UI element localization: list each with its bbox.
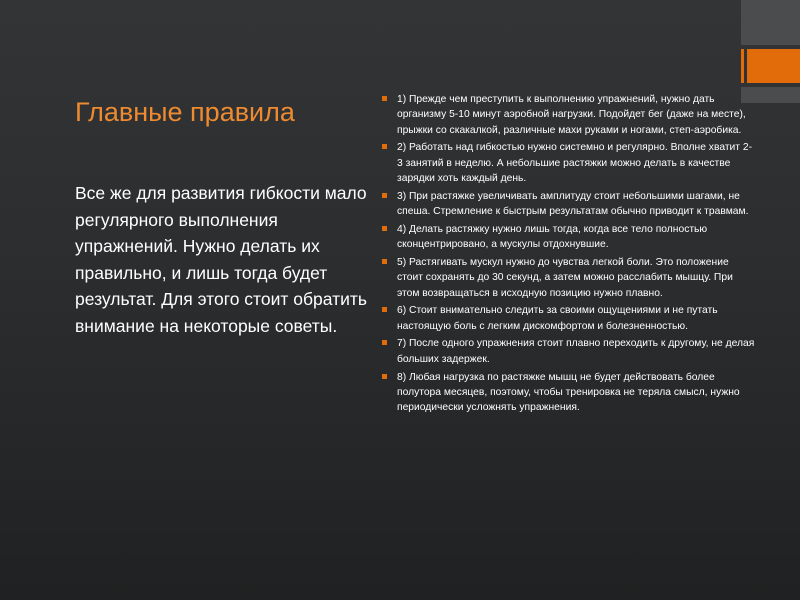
list-item bbox=[382, 370, 757, 416]
list-item-text: 5) Растягивать мускул нужно до чувства легкой боли. Это положение стоит сохранять до 30 секунд, а затем можно расслабить мышцу. При этом возвращаться в исходную позицию нужно плавно. bbox=[397, 256, 733, 299]
list-item-text: 1) Прежде чем преступить к выполнению упражнений, нужно дать организму 5-10 минут аэробной нагрузки. Подойдет бег (даже на месте), прыжки со скакалкой, различные махи руками и ногами, степ-аэробика. bbox=[397, 94, 746, 136]
list-item bbox=[382, 255, 757, 301]
corner-decoration-bar bbox=[741, 0, 800, 45]
list-item bbox=[382, 336, 757, 367]
bullet-icon bbox=[382, 307, 387, 312]
bullet-icon bbox=[382, 96, 387, 101]
bullet-icon bbox=[382, 193, 387, 198]
rules-list bbox=[382, 92, 757, 418]
bullet-icon bbox=[382, 340, 387, 345]
list-item-text: 2) Работать над гибкостью нужно системно и регулярно. Вполне хватит 2-3 занятий в неделю. А небольшие растяжки можно делать в качестве зарядки хоть каждый день. bbox=[397, 142, 753, 184]
list-item bbox=[382, 92, 757, 138]
slide-title: Главные правила bbox=[75, 97, 295, 127]
list-item bbox=[382, 140, 757, 186]
intro-text: Все же для развития гибкости мало регулярного выполнения упражнений. Нужно делать их правильно, и лишь тогда будет результат. Для этого стоит обратить внимание на некоторые советы. bbox=[75, 183, 368, 336]
bullet-icon bbox=[382, 374, 387, 379]
corner-decoration-accent bbox=[747, 49, 800, 83]
list-item-text: 7) После одного упражнения стоит плавно переходить к другому, не делая больших задержек. bbox=[397, 338, 755, 365]
list-item-text: 3) При растяжке увеличивать амплитуду стоит небольшими шагами, не спеша. Стремление к быстрым результатам обычно приводит к травмам. bbox=[397, 190, 749, 218]
bullet-icon bbox=[382, 259, 387, 264]
list-item bbox=[382, 222, 757, 253]
bullet-icon bbox=[382, 144, 387, 149]
list-item-text: 4) Делать растяжку нужно лишь тогда, когда все тело полностью сконцентрировано, а мускулы отдохнувшие. bbox=[397, 223, 708, 251]
bullet-icon bbox=[382, 226, 387, 231]
list-item-text: 6) Стоит внимательно следить за своими ощущениями и не путать настоящую боль с легким дискомфортом и болезненностью. bbox=[397, 305, 718, 332]
list-item bbox=[382, 303, 757, 334]
list-item-text: 8) Любая нагрузка по растяжке мышц не будет действовать более полутора месяцев, поэтому, чтобы тренировка не теряла смысл, нужно периодически усложнять упражнения. bbox=[397, 371, 740, 414]
list-item bbox=[382, 189, 757, 220]
corner-decoration-accent-thin bbox=[741, 49, 744, 83]
